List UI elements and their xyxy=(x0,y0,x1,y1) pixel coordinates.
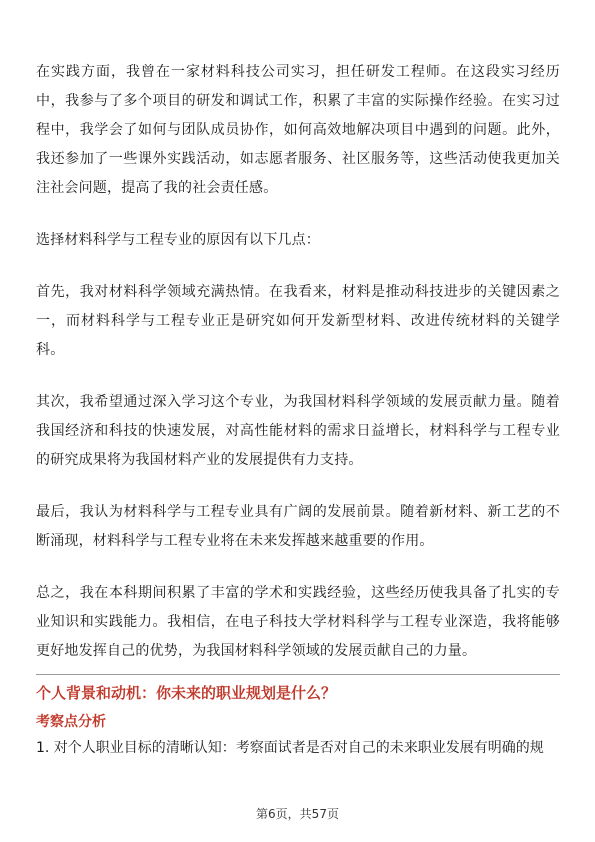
paragraph-practice: 在实践方面，我曾在一家材料科技公司实习，担任研发工程师。在这段实习经历中，我参与了多个项目的研发和调试工作，积累了丰富的实际操作经验。在实习过程中，我学会了如何与团队成员协作，如何高效地解决项目中遇到的问题。此外，我还参加了一些课外实践活动，如志愿者服务、社区服务等，这些活动使我更加关注社会问题，提高了我的社会责任感。 xyxy=(36,64,560,196)
paragraph-reasons-intro: 选择材料科学与工程专业的原因有以下几点： xyxy=(36,232,320,248)
question-title: 个人背景和动机：你未来的职业规划是什么？ xyxy=(36,684,337,702)
page-content xyxy=(36,58,560,761)
paragraph-first-reason: 首先，我对材料科学领域充满热情。在我看来，材料是推动科技进步的关键因素之一，而材料科学与工程专业正是研究如何开发新型材料、改进传统材料的关键学科。 xyxy=(36,284,560,358)
paragraph-conclusion: 总之，我在本科期间积累了丰富的学术和实践经验，这些经历使我具备了扎实的专业知识和实践能力。我相信，在电子科技大学材料科学与工程专业深造，我将能够更好地发挥自己的优势，为我国材料科学领域的发展贡献自己的力量。 xyxy=(36,585,560,659)
paragraph-third-reason: 最后，我认为材料科学与工程专业具有广阔的发展前景。随着新材料、新工艺的不断涌现，材料科学与工程专业将在未来发挥越来越重要的作用。 xyxy=(36,504,560,549)
paragraph-second-reason: 其次，我希望通过深入学习这个专业，为我国材料科学领域的发展贡献力量。随着我国经济和科技的快速发展，对高性能材料的需求日益增长，材料科学与工程专业的研究成果将为我国材料产业的发展提供有力支持。 xyxy=(36,394,560,468)
analysis-point: 1. 对个人职业目标的清晰认知：考察面试者是否对自己的未来职业发展有明确的规 xyxy=(36,740,544,756)
page-footer: 第6页，共57页 xyxy=(256,807,339,821)
section-divider xyxy=(36,674,560,675)
analysis-heading: 考察点分析 xyxy=(36,714,106,730)
